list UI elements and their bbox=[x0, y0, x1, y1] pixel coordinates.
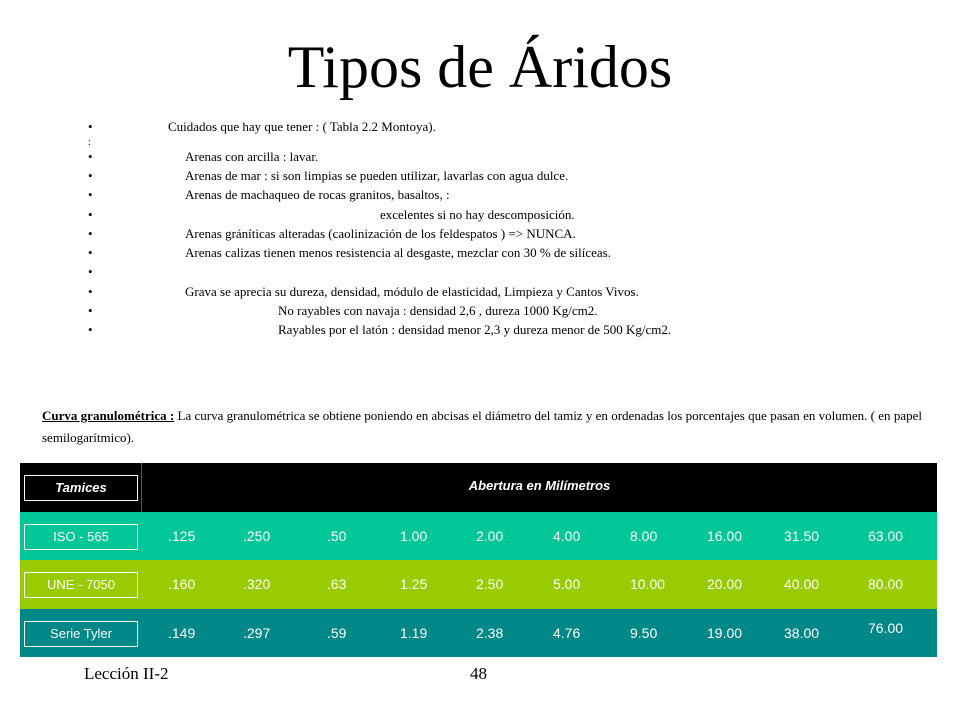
bullet-mark: • bbox=[88, 187, 93, 202]
table-cell: 16.00 bbox=[707, 528, 743, 544]
bullet-mark: • bbox=[88, 284, 93, 299]
bullet-text: Arenas de mar : si son limpias se pueden utilizar, lavarlas con agua dulce. bbox=[185, 168, 569, 183]
bullet-mark: • bbox=[88, 119, 93, 134]
table-cell: 2.50 bbox=[476, 576, 504, 592]
table-cell: 2.38 bbox=[476, 625, 504, 641]
bullet-mark: • bbox=[88, 264, 93, 279]
table-row-iso bbox=[20, 512, 937, 560]
footer-page-number: 48 bbox=[470, 664, 487, 683]
row-label: ISO - 565 bbox=[24, 524, 138, 550]
table-cell: .125 bbox=[168, 528, 196, 544]
table-header-row bbox=[20, 463, 937, 512]
bullet-mark: • bbox=[88, 245, 93, 260]
table-cell: 63.00 bbox=[868, 528, 904, 544]
bullet-text: Cuidados que hay que tener : ( Tabla 2.2 Montoya). bbox=[168, 119, 436, 134]
table-cell: 19.00 bbox=[707, 625, 743, 641]
bullet-mark: • bbox=[88, 226, 93, 241]
paragraph-label: Curva granulométrica : bbox=[42, 408, 175, 423]
paragraph-text: La curva granulométrica se obtiene poniendo en abcisas el diámetro del tamiz y en ordenadas los porcentajes que pasan en volumen. ( en papel semilogarítmico). bbox=[42, 408, 923, 445]
row-label: Serie Tyler bbox=[24, 621, 138, 647]
table-cell: .250 bbox=[243, 528, 271, 544]
table-cell: 1.25 bbox=[400, 576, 428, 592]
table-cell: 38.00 bbox=[784, 625, 820, 641]
table-cell: .160 bbox=[168, 576, 196, 592]
table-cell: 20.00 bbox=[707, 576, 743, 592]
header-title: Abertura en Milímetros bbox=[468, 478, 611, 493]
footer-lesson: Lección II-2 bbox=[84, 664, 169, 683]
table-cell: .59 bbox=[327, 625, 347, 641]
bullet-text: Arenas gráníticas alteradas (caolinización de los feldespatos ) => NUNCA. bbox=[185, 226, 576, 241]
row-label: UNE - 7050 bbox=[24, 572, 138, 598]
table-cell: 4.76 bbox=[553, 625, 581, 641]
bullet-mark-small: : bbox=[88, 137, 91, 148]
table-row-tyler bbox=[20, 609, 937, 657]
table-cell: 80.00 bbox=[868, 576, 904, 592]
bullet-text: excelentes si no hay descomposición. bbox=[380, 207, 575, 222]
table-cell: .149 bbox=[168, 625, 196, 641]
table-cell: 1.00 bbox=[400, 528, 428, 544]
slide-title: Tipos de Áridos bbox=[287, 34, 673, 100]
bullet-text: Arenas con arcilla : lavar. bbox=[185, 149, 319, 164]
header-label-tamices: Tamices bbox=[24, 475, 138, 501]
table-cell: 5.00 bbox=[553, 576, 581, 592]
bullet-mark: • bbox=[88, 168, 93, 183]
table-cell: 4.00 bbox=[553, 528, 581, 544]
bullet-text: Arenas calizas tienen menos resistencia al desgaste, mezclar con 30 % de silíceas. bbox=[185, 245, 611, 260]
table-cell: 31.50 bbox=[784, 528, 820, 544]
bullet-text: Rayables por el latón : densidad menor 2,3 y dureza menor de 500 Kg/cm2. bbox=[278, 322, 672, 337]
table-cell: 1.19 bbox=[400, 625, 428, 641]
table-cell: .320 bbox=[243, 576, 271, 592]
table-cell: 9.50 bbox=[630, 625, 658, 641]
table-cell: .63 bbox=[327, 576, 347, 592]
table-cell: 40.00 bbox=[784, 576, 820, 592]
table-cell: 8.00 bbox=[630, 528, 658, 544]
table-row-une bbox=[20, 560, 937, 609]
sieve-table bbox=[20, 463, 937, 657]
table-cell: .50 bbox=[327, 528, 347, 544]
bullet-mark: • bbox=[88, 322, 93, 337]
bullet-mark: • bbox=[88, 149, 93, 164]
table-cell: 2.00 bbox=[476, 528, 504, 544]
bullet-mark: • bbox=[88, 303, 93, 318]
bullet-text: No rayables con navaja : densidad 2,6 , dureza 1000 Kg/cm2. bbox=[278, 303, 598, 318]
table-cell: .297 bbox=[243, 625, 271, 641]
bullet-mark: • bbox=[88, 207, 93, 222]
granulometric-paragraph bbox=[42, 405, 922, 449]
table-cell: 76.00 bbox=[868, 620, 904, 636]
bullet-text: Grava se aprecia su dureza, densidad, módulo de elasticidad, Limpieza y Cantos Vivos. bbox=[185, 284, 639, 299]
table-cell: 10.00 bbox=[630, 576, 666, 592]
bullet-text: Arenas de machaqueo de rocas granitos, basaltos, : bbox=[185, 187, 450, 202]
